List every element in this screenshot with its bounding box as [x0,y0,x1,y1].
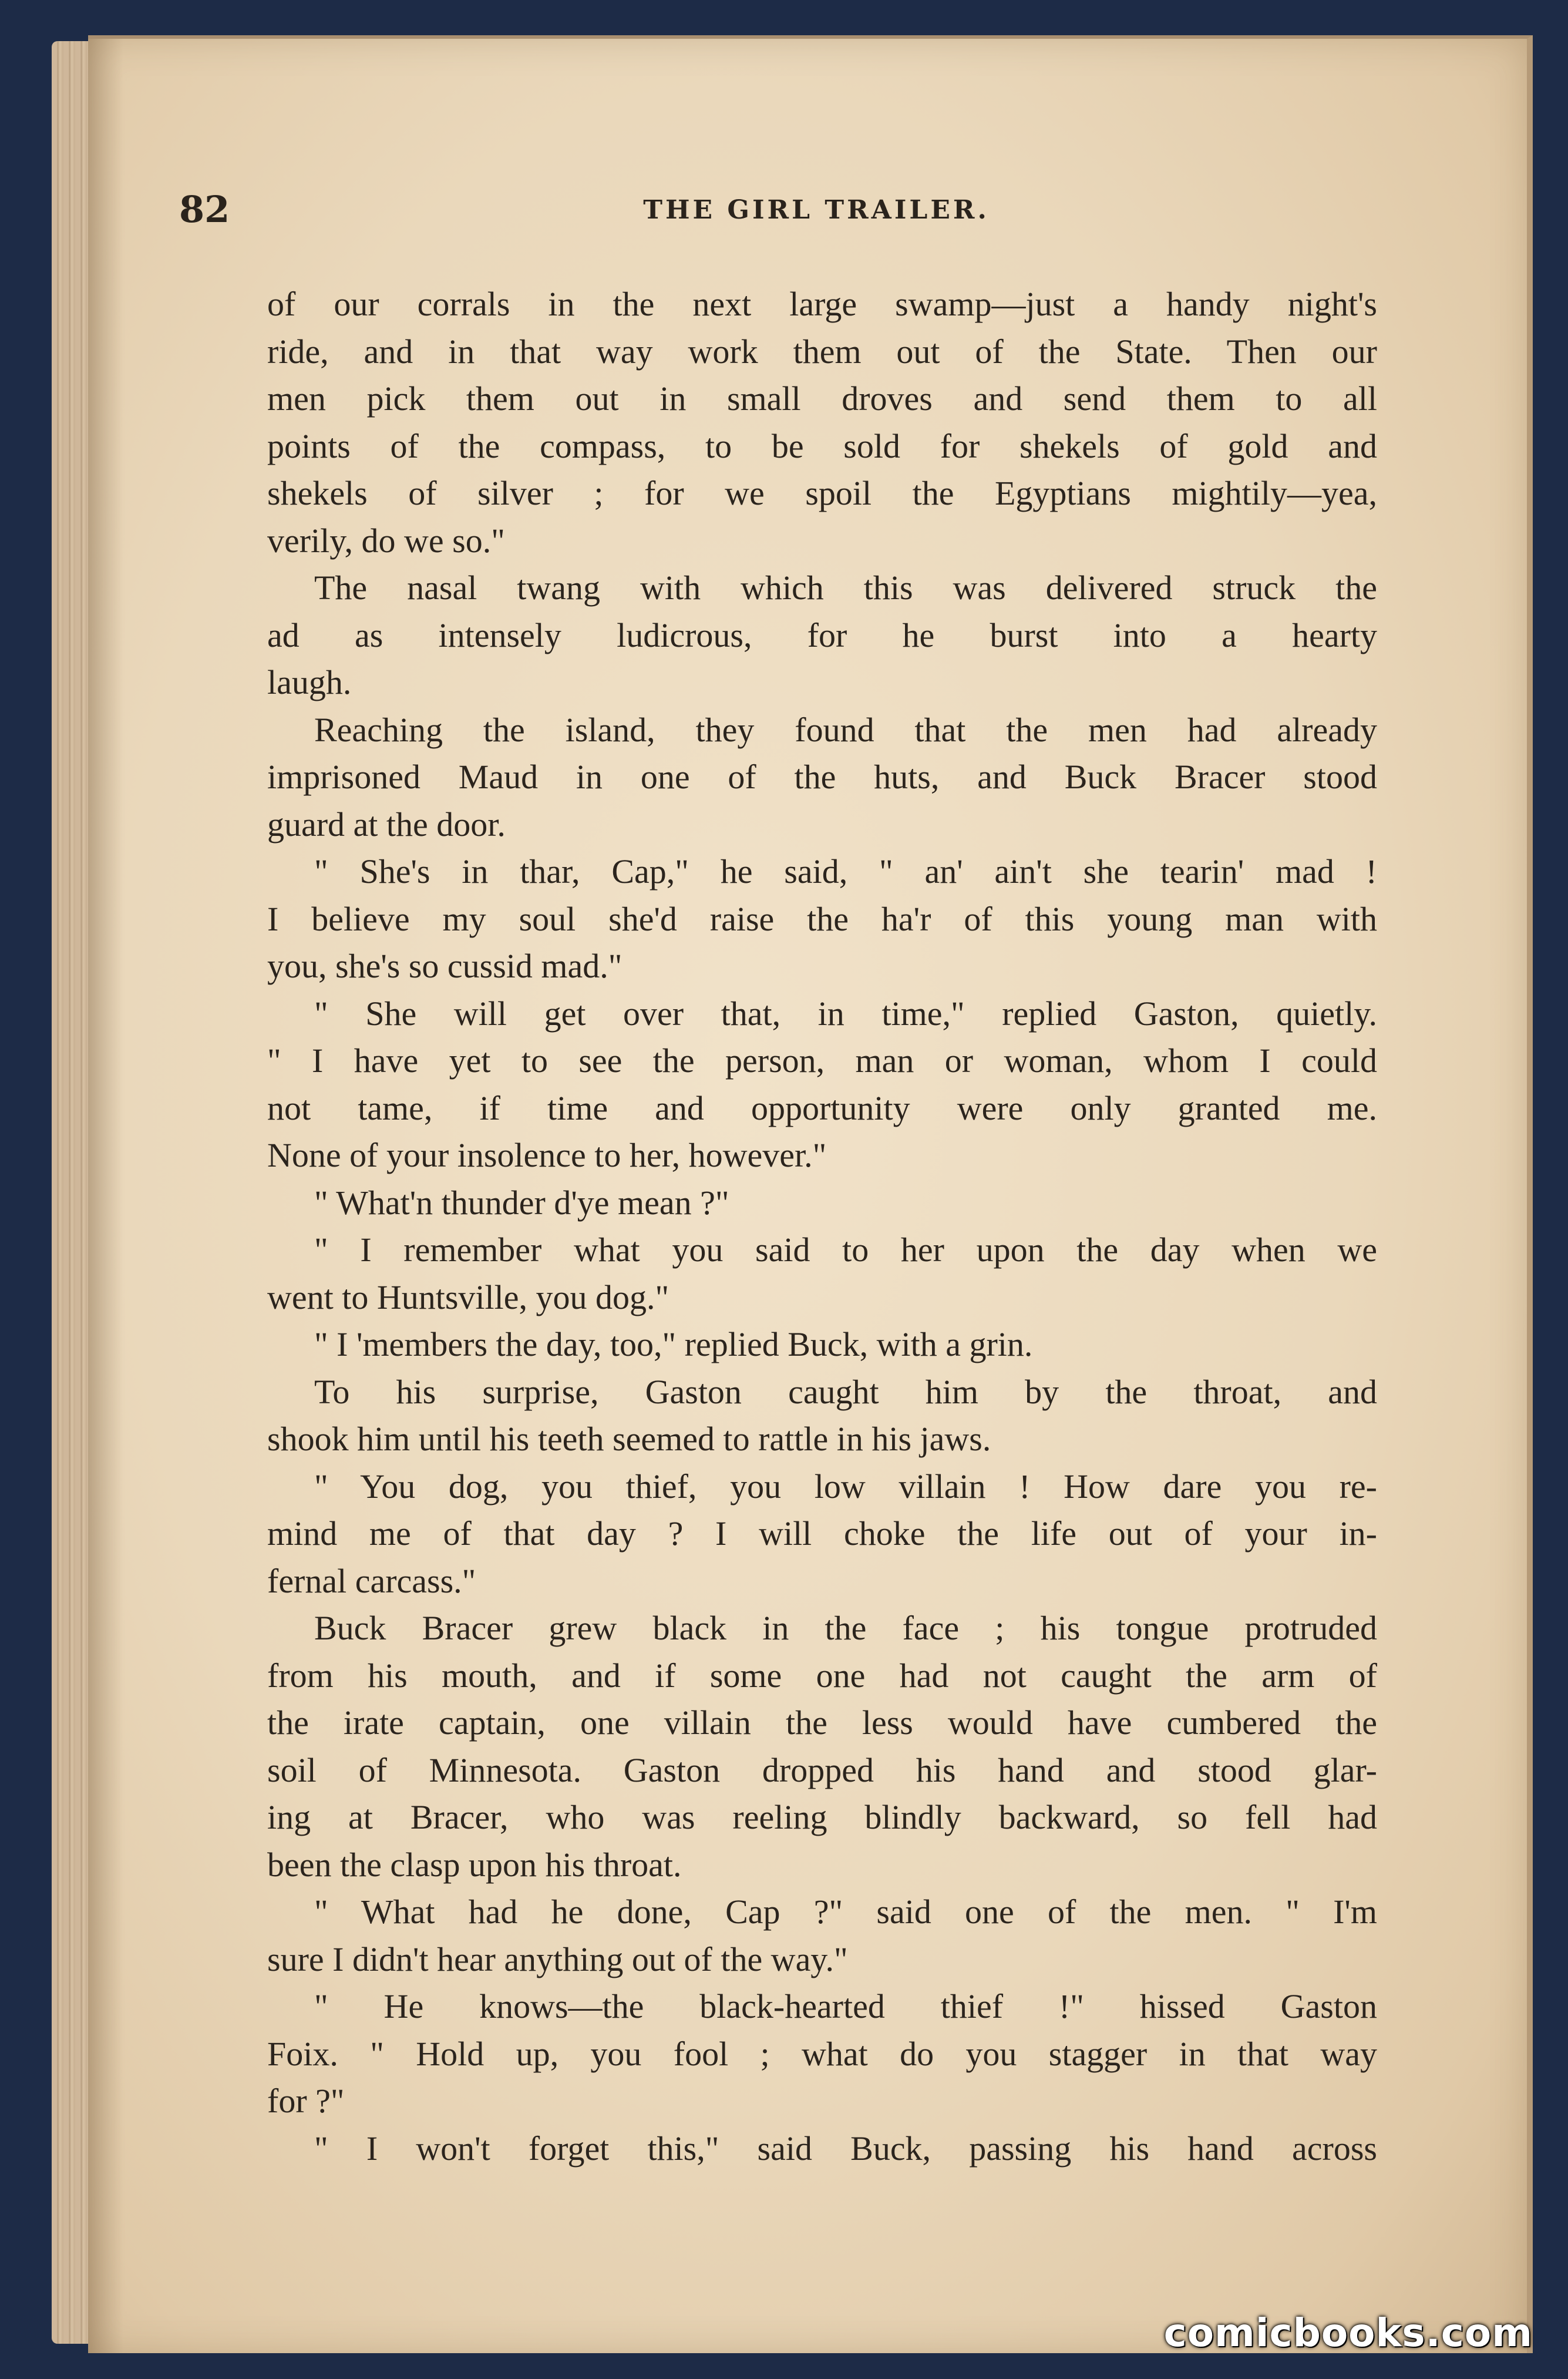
text-line: shook him until his teeth seemed to rattle in his jaws. [267,1420,991,1458]
body-text [267,281,1377,2172]
text-line: ride, and in that way work them out of the State. Then our [267,332,1377,371]
text-line: " She will get over that, in time," replied Gaston, quietly. [314,994,1377,1033]
text-line: Buck Bracer grew black in the face ; his tongue protruded [314,1609,1377,1647]
text-line: guard at the door. [267,805,506,844]
text-line: ad as intensely ludicrous, for he burst into a hearty [267,616,1377,654]
site-watermark: comicbooks.com [1163,2310,1533,2356]
text-line: The nasal twang with which this was delivered struck the [314,569,1377,607]
text-line: None of your insolence to her, however." [267,1136,827,1174]
text-line: I believe my soul she'd raise the ha'r of this young man with [267,899,1377,938]
text-line: " You dog, you thief, you low villain ! How dare you re- [314,1467,1377,1506]
text-line: " She's in thar, Cap," he said, " an' ain't she tearin' mad ! [314,852,1377,891]
text-line: sure I didn't hear anything out of the way." [267,1940,848,1978]
text-line: shekels of silver ; for we spoil the Egyptians mightily—yea, [267,474,1377,512]
text-line: of our corrals in the next large swamp—just a handy night's [267,285,1377,323]
text-line: " I won't forget this," said Buck, passing his hand across [314,2129,1377,2168]
text-line: " I 'members the day, too," replied Buck, with a grin. [314,1325,1033,1363]
text-line: " I remember what you said to her upon the day when we [314,1231,1377,1269]
text-line: the irate captain, one villain the less would have cumbered the [267,1703,1377,1742]
text-line: Foix. " Hold up, you fool ; what do you stagger in that way [267,2034,1377,2073]
text-line: fernal carcass." [267,1561,476,1600]
text-line: ing at Bracer, who was reeling blindly backward, so fell had [267,1798,1377,1836]
spine-shadow [88,39,123,2353]
text-line: " What'n thunder d'ye mean ?" [314,1183,729,1222]
text-line: " He knows—the black-hearted thief !" hissed Gaston [314,1987,1377,2025]
text-line: verily, do we so." [267,521,505,560]
text-line: " I have yet to see the person, man or woman, whom I could [267,1041,1377,1080]
text-line: soil of Minnesota. Gaston dropped his hand and stood glar- [267,1750,1377,1789]
running-title: THE GIRL TRAILER. [643,195,990,225]
text-line: from his mouth, and if some one had not caught the arm of [267,1656,1377,1695]
text-line: not tame, if time and opportunity were only granted me. [267,1088,1377,1127]
text-line: you, she's so cussid mad." [267,947,623,985]
text-line: To his surprise, Gaston caught him by the throat, and [314,1372,1377,1411]
text-line: men pick them out in small droves and send them to all [267,379,1377,418]
text-line: " What had he done, Cap ?" said one of the men. " I'm [314,1893,1377,1931]
text-line: for ?" [267,2082,345,2120]
text-line: laugh. [267,663,352,701]
page-header [179,188,1383,235]
text-line: went to Huntsville, you dog." [267,1278,669,1316]
page-number: 82 [179,188,230,231]
text-line: mind me of that day ? I will choke the life out of your in- [267,1514,1377,1553]
text-line: been the clasp upon his throat. [267,1845,682,1884]
text-line: Reaching the island, they found that the men had already [314,710,1377,749]
text-line: points of the compass, to be sold for shekels of gold and [267,426,1377,465]
text-line: imprisoned Maud in one of the huts, and Buck Bracer stood [267,758,1377,796]
